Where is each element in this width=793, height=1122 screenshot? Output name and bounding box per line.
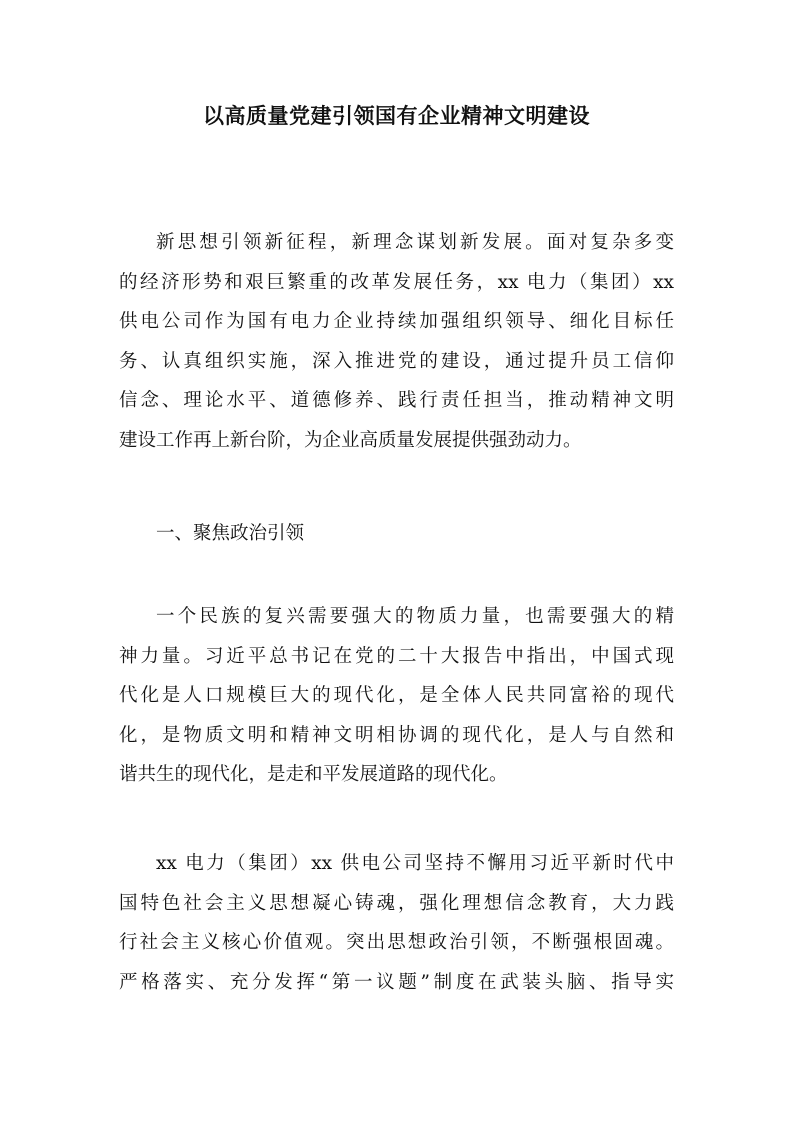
paragraph-political-guidance	[119, 597, 674, 795]
paragraph-line: 的经济形势和艰巨繁重的改革发展任务，xx 电力（集团）xx	[119, 271, 674, 293]
paragraph-line: 供电公司作为国有电力企业持续加强组织领导、细化目标任	[119, 311, 674, 332]
document-title: 以高质量党建引领国有企业精神文明建设	[203, 104, 590, 128]
paragraph-line: 建设工作再上新台阶，为企业高质量发展提供强劲动力。	[119, 429, 582, 451]
paragraph-line: 行社会主义核心价值观。突出思想政治引领，不断强根固魂。	[119, 932, 674, 953]
paragraph-line: 神力量。习近平总书记在党的二十大报告中指出，中国式现	[119, 645, 674, 667]
section-heading-text: 一、聚焦政治引领	[156, 523, 305, 544]
paragraph-line: 信念、理论水平、道德修养、践行责任担当，推动精神文明	[119, 390, 674, 411]
paragraph-line: xx 电力（集团）xx 供电公司坚持不懈用习近平新时代中	[156, 853, 674, 874]
paragraph-line: 新思想引领新征程，新理念谋划新发展。面对复杂多变	[156, 232, 674, 253]
paragraph-line: 谐共生的现代化，是走和平发展道路的现代化。	[119, 764, 508, 785]
paragraph-line: 代化是人口规模巨大的现代化，是全体人民共同富裕的现代	[119, 685, 674, 706]
paragraph-intro	[119, 223, 674, 460]
paragraph-company-practice	[119, 844, 674, 1002]
paragraph-line: 国特色社会主义思想凝心铸魂，强化理想信念教育，大力践	[119, 892, 674, 914]
paragraph-line: 严格落实、充分发挥“第一议题”制度在武装头脑、指导实	[119, 971, 674, 993]
section-heading	[119, 514, 674, 554]
paragraph-line: 一个民族的复兴需要强大的物质力量，也需要强大的精	[156, 606, 674, 627]
paragraph-line: 化，是物质文明和精神文明相协调的现代化，是人与自然和	[119, 724, 674, 746]
paragraph-line: 务、认真组织实施，深入推进党的建设，通过提升员工信仰	[119, 350, 674, 372]
